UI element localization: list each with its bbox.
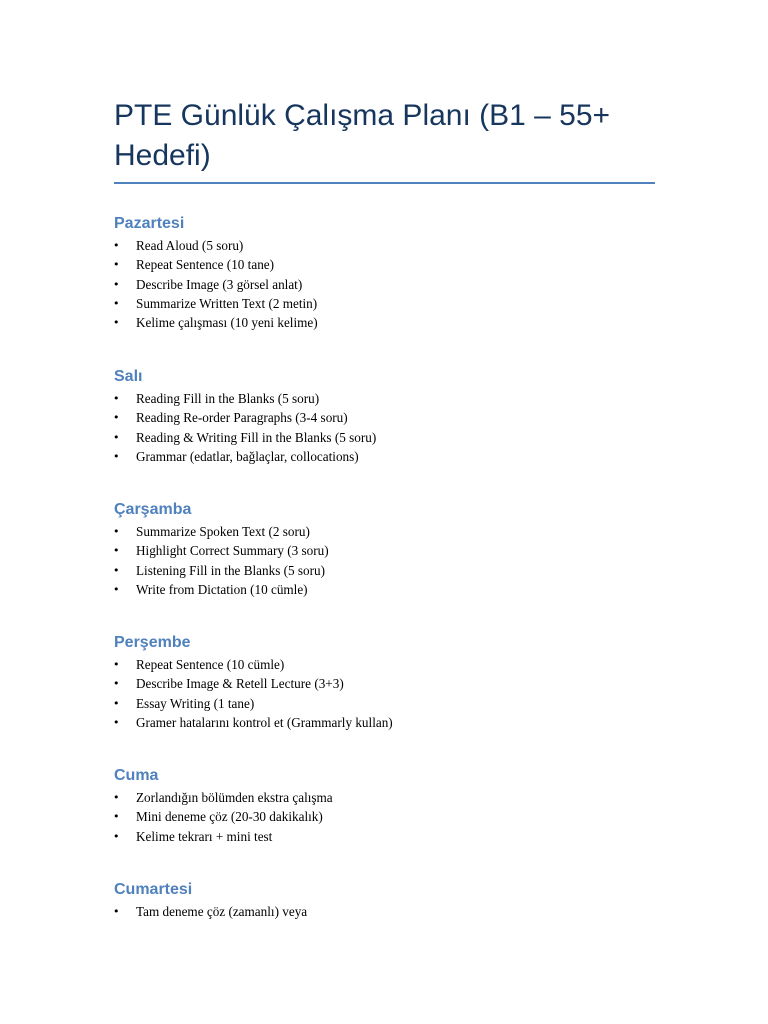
task-text: Summarize Spoken Text (2 soru) <box>136 524 310 539</box>
task-text: Gramer hatalarını kontrol et (Grammarly kullan) <box>136 714 393 730</box>
day-section <box>114 880 307 921</box>
bullet-icon: • <box>113 715 120 729</box>
task-item <box>114 902 307 921</box>
task-list <box>114 902 307 921</box>
task-text: Listening Fill in the Blanks (5 soru) <box>136 562 326 578</box>
bullet-icon: • <box>113 316 120 330</box>
task-item <box>114 674 393 693</box>
task-text: Grammar (edatlar, bağlaçlar, collocations) <box>136 448 359 464</box>
bullet-icon: • <box>113 696 120 710</box>
bullet-icon: • <box>113 658 120 671</box>
task-text: Reading Re-order Paragraphs (3-4 soru) <box>136 410 348 426</box>
title-divider <box>114 182 655 184</box>
task-item <box>114 255 318 274</box>
task-item <box>114 294 318 313</box>
bullet-icon: • <box>113 677 120 691</box>
task-text: Reading Fill in the Blanks (5 soru) <box>136 391 320 406</box>
task-item <box>114 580 329 599</box>
task-item <box>114 694 393 713</box>
day-heading: Cumartesi <box>114 881 193 898</box>
bullet-icon: • <box>113 296 120 310</box>
task-text: Zorlandığın bölümden ekstra çalışma <box>136 790 333 805</box>
task-list <box>114 389 376 466</box>
day-heading: Salı <box>114 368 143 385</box>
day-heading: Cuma <box>114 767 159 784</box>
bullet-icon: • <box>113 277 120 291</box>
bullet-icon: • <box>113 449 120 463</box>
bullet-icon: • <box>113 430 120 444</box>
task-text: Kelime çalışması (10 yeni kelime) <box>136 315 318 331</box>
bullet-icon: • <box>113 392 120 405</box>
document-title: PTE Günlük Çalışma Planı (B1 – 55+ Hedefi) <box>114 99 611 172</box>
bullet-icon: • <box>113 525 120 538</box>
task-item <box>114 807 333 826</box>
day-heading: Pazartesi <box>114 215 185 232</box>
task-text: Describe Image & Retell Lecture (3+3) <box>136 676 344 692</box>
task-item <box>114 275 318 294</box>
task-text: Write from Dictation (10 cümle) <box>136 581 308 597</box>
document-page <box>113 96 655 919</box>
task-text: Describe Image (3 görsel anlat) <box>136 276 303 292</box>
task-list <box>114 788 333 846</box>
task-item <box>114 561 329 580</box>
task-text: Repeat Sentence (10 cümle) <box>136 657 285 672</box>
day-section <box>114 367 376 466</box>
task-item <box>114 428 376 447</box>
task-item <box>114 389 376 408</box>
day-section <box>114 214 318 332</box>
bullet-icon: • <box>113 582 120 596</box>
task-text: Mini deneme çöz (20-30 dakikalık) <box>136 809 323 825</box>
bullet-icon: • <box>113 829 120 843</box>
task-list <box>114 236 318 332</box>
day-heading: Perşembe <box>114 634 191 651</box>
task-item <box>114 655 393 674</box>
task-list <box>114 655 393 732</box>
task-item <box>114 788 333 807</box>
task-text: Tam deneme çöz (zamanlı) veya <box>136 904 308 919</box>
day-heading: Çarşamba <box>114 501 192 518</box>
task-text: Repeat Sentence (10 tane) <box>136 257 275 273</box>
bullet-icon: • <box>113 905 120 918</box>
bullet-icon: • <box>113 258 120 272</box>
task-item <box>114 313 318 332</box>
task-item <box>114 236 318 255</box>
bullet-icon: • <box>113 239 120 252</box>
bullet-icon: • <box>113 411 120 425</box>
day-section <box>114 500 329 599</box>
task-item <box>114 447 376 466</box>
task-item <box>114 522 329 541</box>
bullet-icon: • <box>113 810 120 824</box>
task-text: Reading & Writing Fill in the Blanks (5 soru) <box>136 429 377 445</box>
task-text: Highlight Correct Summary (3 soru) <box>136 543 329 559</box>
day-section <box>114 633 393 732</box>
task-item <box>114 408 376 427</box>
task-text: Summarize Written Text (2 metin) <box>136 295 318 311</box>
task-item <box>114 827 333 846</box>
task-text: Essay Writing (1 tane) <box>136 695 255 711</box>
task-text: Read Aloud (5 soru) <box>136 238 244 253</box>
bullet-icon: • <box>113 791 120 804</box>
bullet-icon: • <box>113 563 120 577</box>
task-item <box>114 541 329 560</box>
day-section <box>114 766 333 846</box>
task-text: Kelime tekrarı + mini test <box>136 828 273 844</box>
task-item <box>114 713 393 732</box>
task-list <box>114 522 329 599</box>
bullet-icon: • <box>113 544 120 558</box>
